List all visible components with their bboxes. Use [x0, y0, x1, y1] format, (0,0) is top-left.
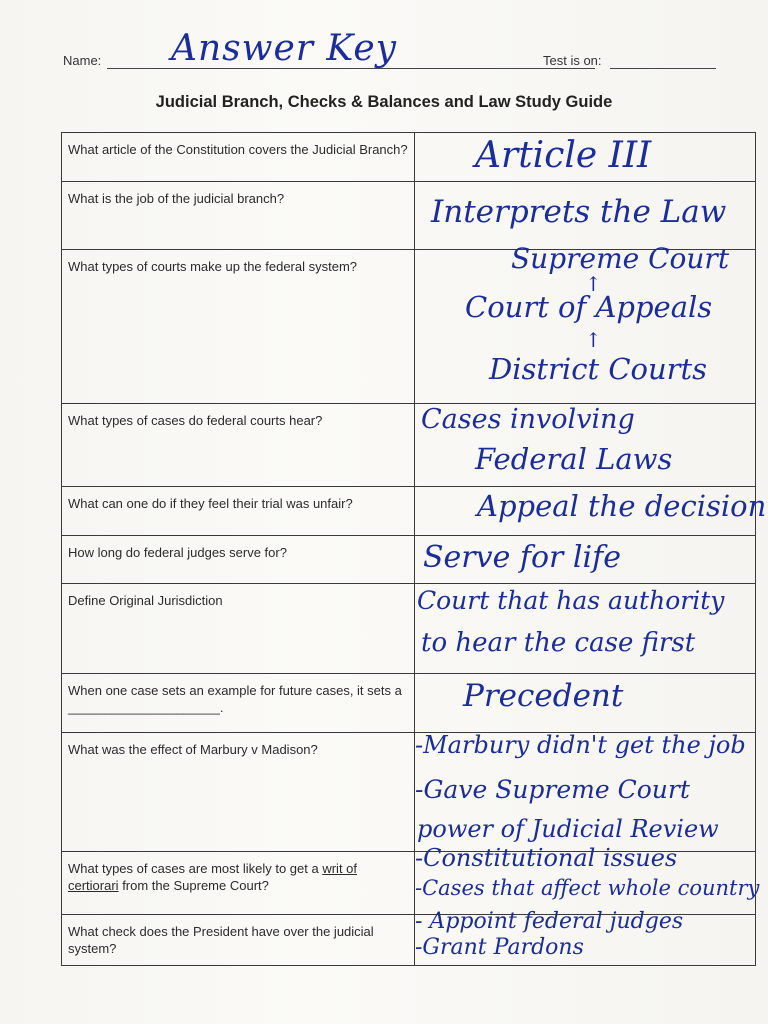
table-row: [62, 674, 756, 733]
answer-cell: [415, 584, 756, 674]
question-cell: How long do federal judges serve for?: [62, 536, 415, 584]
answer-line: -Cases that affect whole country: [415, 876, 760, 900]
answer-line: power of Judicial Review: [417, 815, 719, 843]
question-cell: What check does the President have over the judicial system?: [62, 915, 415, 966]
answer-line: Serve for life: [423, 540, 621, 575]
table-row: [62, 250, 756, 404]
name-value: Answer Key: [171, 28, 397, 69]
study-guide-table: [61, 132, 767, 966]
answer-line: -Grant Pardons: [415, 935, 584, 960]
answer-cell: [415, 844, 760, 915]
table-row: [62, 915, 756, 966]
answer-line: District Courts: [489, 352, 708, 386]
answer-line: Article III: [475, 135, 652, 176]
table-row: [62, 182, 756, 250]
answer-line: Interprets the Law: [431, 194, 727, 230]
question-cell: Define Original Jurisdiction: [62, 584, 415, 674]
answer-cell: [415, 536, 756, 584]
answer-line: Cases involving: [421, 404, 635, 435]
table-row: [62, 852, 756, 915]
question-cell: What types of cases are most likely to get a writ of certiorari from the Supreme Court?: [62, 852, 415, 915]
question-cell: What was the effect of Marbury v Madison?: [62, 733, 415, 852]
answer-line: Court of Appeals: [465, 290, 713, 324]
answer-line: to hear the case first: [421, 628, 696, 658]
question-cell: What article of the Constitution covers the Judicial Branch?: [62, 133, 415, 182]
question-cell: What can one do if they feel their trial was unfair?: [62, 487, 415, 536]
test-line: [610, 68, 716, 69]
answer-line: Court that has authority: [417, 586, 725, 615]
answer-line: Precedent: [463, 678, 624, 714]
page-title: Judicial Branch, Checks & Balances and Law Study Guide: [155, 93, 613, 111]
arrow-up-icon: ↑: [585, 328, 602, 352]
answer-line: - Appoint federal judges: [415, 909, 684, 934]
answer-cell: [415, 404, 756, 487]
answer-cell: [415, 242, 756, 404]
table-row: [62, 487, 756, 536]
table-row: [62, 404, 756, 487]
question-cell: What is the job of the judicial branch?: [62, 182, 415, 250]
table-row: [62, 536, 756, 584]
answer-cell: [415, 133, 756, 182]
header-row: [63, 30, 723, 80]
answer-line: -Constitutional issues: [415, 844, 678, 872]
table-row: [62, 133, 756, 182]
answer-cell: [415, 182, 756, 250]
table-row: [62, 584, 756, 674]
writ-of-certiorari-term: writ of certiorari: [68, 861, 358, 893]
answer-cell: [415, 674, 756, 733]
answer-line: Federal Laws: [475, 442, 673, 476]
answer-cell: [415, 487, 767, 536]
answer-line: -Marbury didn't get the job: [415, 731, 746, 759]
question-cell: What types of courts make up the federal system?: [62, 250, 415, 404]
question-cell: What types of cases do federal courts hear?: [62, 404, 415, 487]
answer-line: -Gave Supreme Court: [415, 775, 690, 804]
name-label: Name:: [63, 53, 102, 68]
arrow-up-icon: ↑: [585, 272, 602, 296]
answer-line: Supreme Court: [511, 242, 730, 275]
question-cell: When one case sets an example for future cases, it sets a _____________________.: [62, 674, 415, 733]
answer-line: Appeal the decision: [477, 489, 767, 523]
answer-cell: [415, 733, 756, 852]
test-label: Test is on:: [543, 53, 602, 68]
answer-cell: [415, 909, 756, 966]
table-row: [62, 733, 756, 852]
